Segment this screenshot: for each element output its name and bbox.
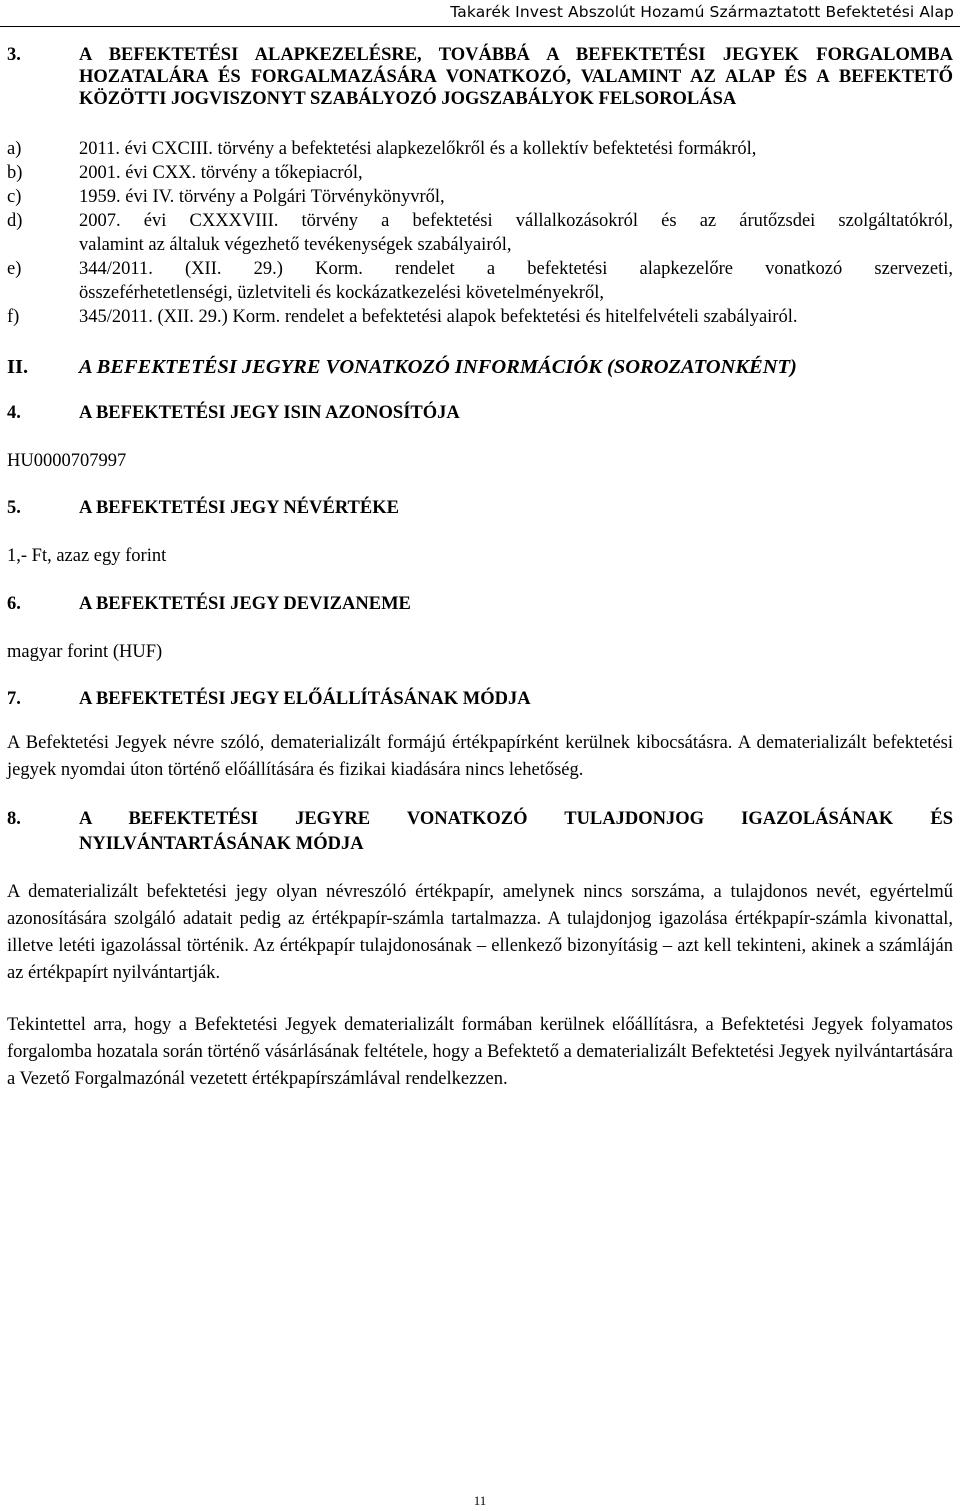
section-number: 5. xyxy=(7,498,21,518)
law-text: 1959. évi IV. törvény a Polgári Törvénykönyvről, xyxy=(79,187,445,207)
law-item-c xyxy=(7,185,953,209)
section-title: A BEFEKTETÉSI JEGY DEVIZANEME xyxy=(79,594,411,614)
section-7-heading xyxy=(7,688,953,710)
law-label: e) xyxy=(7,259,22,279)
section-4-heading xyxy=(7,402,953,424)
nominal-value: 1,- Ft, azaz egy forint xyxy=(7,546,167,566)
isin-value: HU0000707997 xyxy=(7,451,127,471)
section-8-paragraph-2: Tekintettel arra, hogy a Befektetési Jegyek dematerializált formában kerülnek előállításra, a Befektetési Jegyek folyamatos forgalomba hozatala során történő vásárlásának feltétele, hogy a Befektető a dematerializált Befektetési Jegyek nyilvántartására a Vezető Forgalmazónál vezetett értékpapírszámlával rendelkezzen. xyxy=(7,1015,953,1089)
law-text: 344/2011. (XII. 29.) Korm. rendelet a befektetési alapkezelőre vonatkozó szervezeti, összeférhetetlenségi, üzletviteli és kockázatkezelési követelményekről, xyxy=(79,259,953,303)
law-label: d) xyxy=(7,211,23,231)
law-label: f) xyxy=(7,307,20,327)
section-number: 7. xyxy=(7,689,21,709)
law-text: 2007. évi CXXXVIII. törvény a befektetési vállalkozásokról és az árutőzsdei szolgáltatókról, valamint az általuk végezhető tevékenységek szabályairól, xyxy=(79,211,953,255)
law-text: 2001. évi CXX. törvény a tőkepiacról, xyxy=(79,163,363,183)
part-title: A BEFEKTETÉSI JEGYRE VONATKOZÓ INFORMÁCIÓK (SOROZATONKÉNT) xyxy=(79,356,797,378)
currency-value: magyar forint (HUF) xyxy=(7,642,163,662)
law-text: 345/2011. (XII. 29.) Korm. rendelet a befektetési alapok befektetési és hitelfelvételi szabályairól. xyxy=(79,307,798,327)
section-7-paragraph: A Befektetési Jegyek névre szóló, dematerializált formájú értékpapírként kerülnek kibocsátásra. A dematerializált befektetési jegyek nyomdai úton történő előállítására és fizikai kiadására nincs lehetőség. xyxy=(7,733,953,780)
law-list xyxy=(7,137,953,329)
section-title: A BEFEKTETÉSI ALAPKEZELÉSRE, TOVÁBBÁ A BEFEKTETÉSI JEGYEK FORGALOMBA HOZATALÁRA ÉS FORGALMAZÁSÁRA VONATKOZÓ, VALAMINT AZ ALAP ÉS A BEFEKTETŐ KÖZÖTTI JOGVISZONYT SZABÁLYOZÓ JOGSZABÁLYOK FELSOROLÁSA xyxy=(79,45,953,109)
page-header xyxy=(0,0,960,28)
section-number: 6. xyxy=(7,594,21,614)
header-divider xyxy=(0,26,960,27)
law-item-a xyxy=(7,137,953,161)
law-text: 2011. évi CXCIII. törvény a befektetési alapkezelőkről és a kollektív befektetési formákról, xyxy=(79,139,757,159)
part-number: II. xyxy=(7,356,29,378)
part-ii-heading xyxy=(7,356,953,378)
section-title: A BEFEKTETÉSI JEGY ISIN AZONOSÍTÓJA xyxy=(79,403,460,423)
section-number: 3. xyxy=(7,45,21,65)
section-3-heading xyxy=(7,44,953,110)
law-label: b) xyxy=(7,163,23,183)
section-title: A BEFEKTETÉSI JEGY NÉVÉRTÉKE xyxy=(79,498,399,518)
section-5-heading xyxy=(7,497,953,519)
law-label: c) xyxy=(7,187,22,207)
document-title: Takarék Invest Abszolút Hozamú Származtatott Befektetési Alap xyxy=(450,3,954,21)
section-title: A BEFEKTETÉSI JEGY ELŐÁLLÍTÁSÁNAK MÓDJA xyxy=(79,689,531,709)
section-number: 8. xyxy=(7,809,21,829)
law-item-b xyxy=(7,161,953,185)
law-item-f xyxy=(7,305,953,329)
law-item-e xyxy=(7,257,953,305)
section-8-paragraph-1: A dematerializált befektetési jegy olyan névreszóló értékpapír, amelynek nincs sorszáma, a tulajdonos nevét, egyértelmű azonosítására szolgáló adatait pedig az értékpapír-számla tartalmazza. A tulajdonjog igazolása értékpapír-számla kivonattal, illetve letéti igazolással történik. Az értékpapír tulajdonosának – ellenkező bizonyításig – azt kell tekinteni, akinek a számláján az értékpapírt nyilvántartják. xyxy=(7,882,953,983)
page-number: 11 xyxy=(473,1493,487,1508)
section-6-heading xyxy=(7,593,953,615)
law-label: a) xyxy=(7,139,22,159)
law-item-d xyxy=(7,209,953,257)
page-content xyxy=(7,44,953,1093)
section-number: 4. xyxy=(7,403,21,423)
section-title: A BEFEKTETÉSI JEGYRE VONATKOZÓ TULAJDONJOG IGAZOLÁSÁNAK ÉS NYILVÁNTARTÁSÁNAK MÓDJA xyxy=(79,809,953,854)
section-8-heading xyxy=(7,807,953,857)
